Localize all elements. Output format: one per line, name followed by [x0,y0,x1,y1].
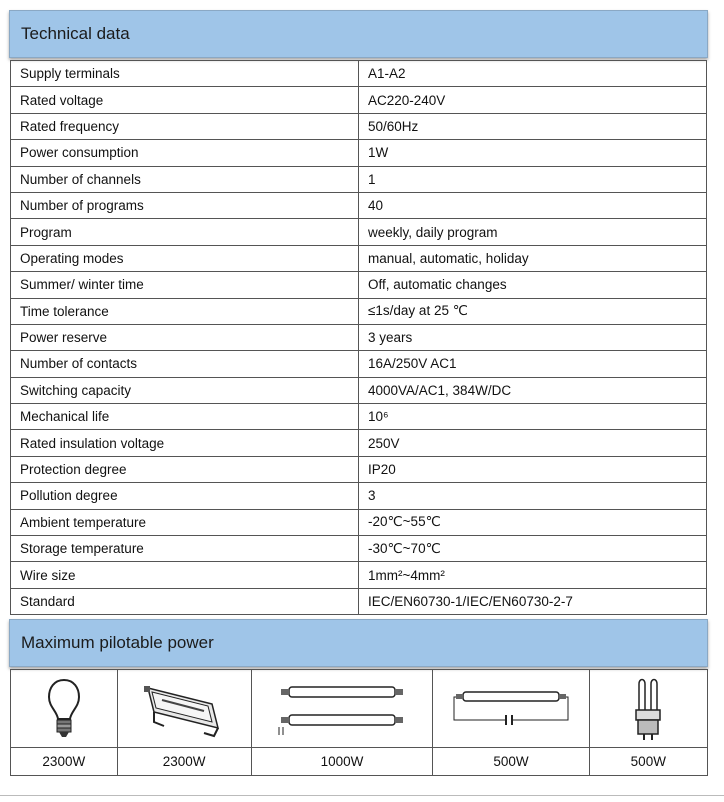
spec-value: -30℃~70℃ [359,536,707,562]
spec-row [11,245,707,271]
load-cell [117,670,251,748]
spec-row [11,324,707,350]
spec-label: Program [11,219,359,245]
spec-value: 10⁶ [359,404,707,430]
spec-value: manual, automatic, holiday [359,245,707,271]
spec-value: weekly, daily program [359,219,707,245]
spec-row [11,562,707,588]
spec-row [11,588,707,614]
load-cell [589,670,707,748]
spec-row [11,430,707,456]
spec-value: 50/60Hz [359,113,707,139]
spec-label: Ambient temperature [11,509,359,535]
incandescent-bulb-icon [11,677,117,741]
spec-row [11,483,707,509]
spec-value: -20℃~55℃ [359,509,707,535]
load-power-value: 500W [589,748,707,776]
spec-label: Storage temperature [11,536,359,562]
spec-label: Mechanical life [11,404,359,430]
spec-value: 4000VA/AC1, 384W/DC [359,377,707,403]
fluorescent-tubes-icon [252,679,433,739]
spec-row [11,456,707,482]
spec-value: 1mm²~4mm² [359,562,707,588]
spec-row [11,272,707,298]
spec-row [11,61,707,87]
spec-label: Number of programs [11,192,359,218]
spec-label: Operating modes [11,245,359,271]
spec-label: Number of channels [11,166,359,192]
spec-row [11,87,707,113]
spec-value: 40 [359,192,707,218]
spec-row [11,351,707,377]
spec-value: IP20 [359,456,707,482]
spec-value: IEC/EN60730-1/IEC/EN60730-2-7 [359,588,707,614]
spec-value: A1-A2 [359,61,707,87]
spec-label: Standard [11,588,359,614]
spec-value: 3 years [359,324,707,350]
load-cell [433,670,589,748]
spec-row [11,298,707,324]
spec-value: ≤1s/day at 25 ℃ [359,298,707,324]
spec-label: Supply terminals [11,61,359,87]
spec-row [11,192,707,218]
spec-label: Switching capacity [11,377,359,403]
spec-row [11,219,707,245]
spec-label: Summer/ winter time [11,272,359,298]
load-power-value: 2300W [117,748,251,776]
spec-label: Protection degree [11,456,359,482]
spec-row [11,509,707,535]
spec-label: Rated frequency [11,113,359,139]
bottom-divider [0,795,724,796]
technical-data-table [10,60,707,615]
spec-value: 3 [359,483,707,509]
spec-value: 1W [359,140,707,166]
pilotable-power-header [9,619,708,667]
spec-row [11,377,707,403]
spec-row [11,113,707,139]
spec-label: Pollution degree [11,483,359,509]
technical-data-title: Technical data [21,24,130,43]
compensated-fluorescent-icon [433,684,588,734]
spec-row [11,404,707,430]
halogen-lamp-icon [118,678,251,740]
spec-row [11,166,707,192]
spec-label: Time tolerance [11,298,359,324]
technical-data-header [9,10,708,58]
spec-value: 16A/250V AC1 [359,351,707,377]
compact-fluorescent-icon [590,676,707,742]
spec-value: Off, automatic changes [359,272,707,298]
load-cell [11,670,118,748]
spec-value: 250V [359,430,707,456]
spec-row [11,140,707,166]
spec-row [11,536,707,562]
spec-label: Power reserve [11,324,359,350]
spec-value: AC220-240V [359,87,707,113]
load-power-value: 500W [433,748,589,776]
spec-label: Power consumption [11,140,359,166]
pilotable-power-table [10,669,708,775]
spec-label: Rated voltage [11,87,359,113]
load-cell [251,670,433,748]
spec-label: Number of contacts [11,351,359,377]
load-power-value: 2300W [11,748,118,776]
load-power-value: 1000W [251,748,433,776]
spec-label: Rated insulation voltage [11,430,359,456]
pilotable-power-title: Maximum pilotable power [21,633,214,652]
spec-label: Wire size [11,562,359,588]
spec-value: 1 [359,166,707,192]
